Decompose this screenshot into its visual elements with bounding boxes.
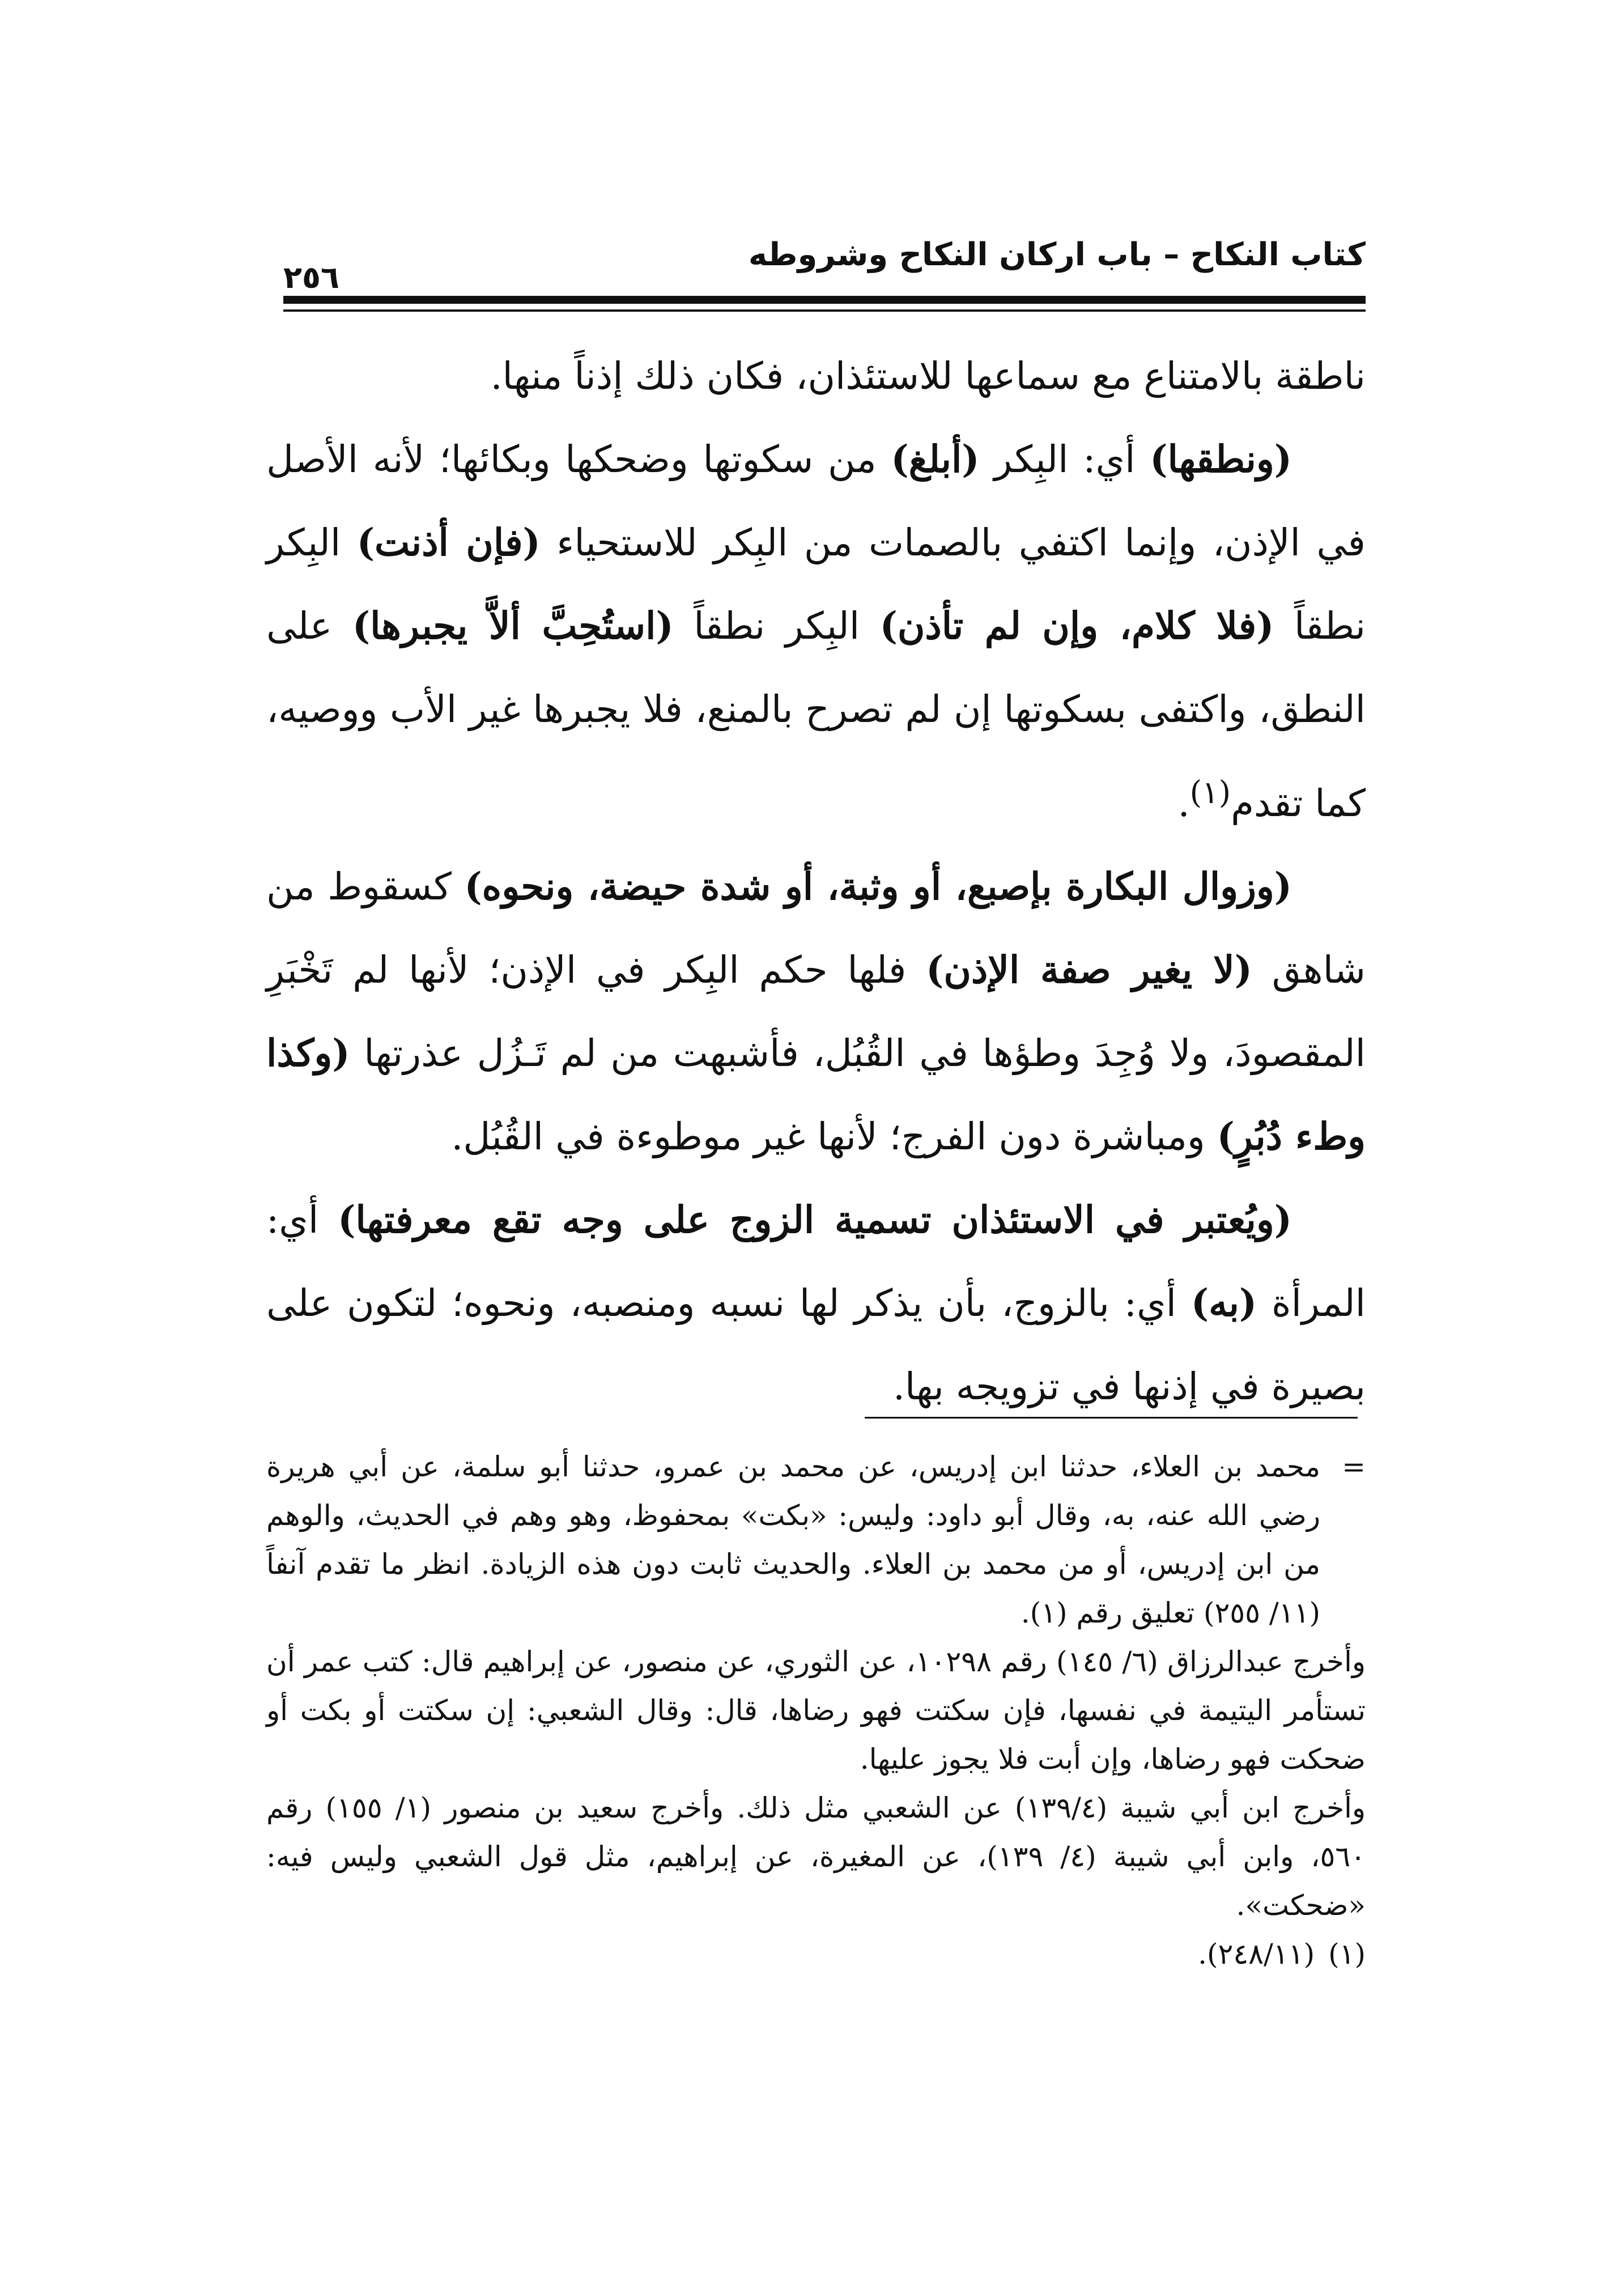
bold-phrase: (فإن أذنت) [356,520,541,564]
paragraph-text: كسقوط من شاهق [266,865,1366,992]
footnote-continuation [266,1442,1366,1637]
paragraph-text: . [1177,782,1190,825]
bold-phrase: (استُحِبَّ ألاَّ يجبرها) [352,604,674,648]
paragraph-text: ناطقة بالامتناع مع سماعها للاستئذان، فكان ذلك إذناً منها. [490,354,1366,398]
paragraph-text: ومباشرة دون الفرج؛ لأنها غير موطوءة في القُبُل. [451,1115,1217,1158]
bold-phrase: (أبلغ) [891,437,980,481]
footnote-text: (٢٤٨/١١). [1198,1938,1315,1971]
paragraph-text: البِكر نطقاً [266,521,1366,648]
bold-phrase: (وكذا وطء دُبُرٍ) [266,1031,1366,1158]
footnote-text: وأخرج عبدالرزاق (٦/ ١٤٥) رقم ١٠٢٩٨، عن الثوري، عن منصور، عن إبراهيم قال: كتب عمر أن تستأمر اليتيمة في نفسها، فإن سكتت فهو رضاها، قال: وقال الشعبي: إن سكتت أو بكت أو ضحكت فهو رضاها، وإن أبت فلا يجوز عليها. [266,1645,1366,1776]
page-number: ٢٥٦ [283,260,339,295]
continuation-mark: = [1342,1450,1366,1483]
header-rule [283,296,1366,304]
paragraph-text: البِكر نطقاً [673,604,880,648]
footnotes [266,1442,1366,1978]
footnote-ref: (١) [1189,774,1231,810]
footnote-separator [865,1417,1358,1419]
paragraph-text: فلها حكم البِكر في الإذن؛ لأنها لم تَخْبَرِ المقصودَ، ولا وُجِدَ وطؤها في القُبُل، فأشبهت من لم تَـزُل عذرتها [266,948,1366,1075]
footnote-text: محمد بن العلاء، حدثنا ابن إدريس، عن محمد بن عمرو، حدثنا أبو سلمة، عن أبي هريرة رضي الله عنه، به، وقال أبو داود: وليس: «بكت» بمحفوظ، وهو وهم في الحديث، والوهم من ابن إدريس، أو من محمد بن العلاء. والحديث ثابت دون هذه الزيادة. انظر ما تقدم آنفاً (١١/ ٢٥٥) تعليق رقم (١). [266,1450,1320,1629]
bold-phrase: (ونطقها) [1150,437,1292,481]
paragraph [266,845,1366,1178]
footnote-marker: (١) [1328,1938,1366,1971]
running-title: كتاب النكاح – باب اركان النكاح وشروطه [748,236,1366,273]
header-rule-thin [283,309,1366,312]
paragraph [266,1178,1366,1428]
paragraph [266,334,1366,418]
paragraph-text: أي: البِكر [979,438,1150,481]
page-header [283,227,1366,312]
bold-phrase: (لا يغير صفة الإذن) [926,948,1252,992]
main-text [266,334,1366,1428]
bold-phrase: (وزوال البكارة بإصبع، أو وثبة، أو شدة حيضة، ونحوه) [464,864,1293,908]
bold-phrase: (به) [1191,1281,1257,1325]
footnote-paragraph [266,1637,1366,1784]
footnote-1 [266,1930,1366,1978]
paragraph-text: أي: المرأة [266,1198,1366,1325]
bold-phrase: (ويُعتبر في الاستئذان تسمية الزوج على وجه تقع معرفتها) [338,1198,1292,1242]
bold-phrase: (فلا كلام، وإن لم تأذن) [879,604,1274,648]
footnote-text: وأخرج ابن أبي شيبة (١٣٩/٤) عن الشعبي مثل ذلك. وأخرج سعيد بن منصور (١/ ١٥٥) رقم ٥٦٠، وابن أبي شيبة (٤/ ١٣٩)، عن المغيرة، عن إبراهيم، مثل قول الشعبي وليس فيه: «ضحكت». [266,1791,1366,1922]
paragraph-text: على النطق، واكتفى بسكوتها إن لم تصرح بالمنع، فلا يجبرها غير الأب ووصيه، كما تقدم [266,604,1366,825]
paragraph-text: من سكوتها وضحكها وبكائها؛ لأنه الأصل في الإذن، وإنما اكتفي بالصمات من البِكر للاستحياء [266,438,1366,564]
footnote-paragraph [266,1784,1366,1930]
paragraph [266,418,1366,845]
paragraph-text: أي: بالزوج، بأن يذكر لها نسبه ومنصبه، ونحوه؛ لتكون على بصيرة في إذنها في تزويجه بها. [266,1281,1366,1408]
